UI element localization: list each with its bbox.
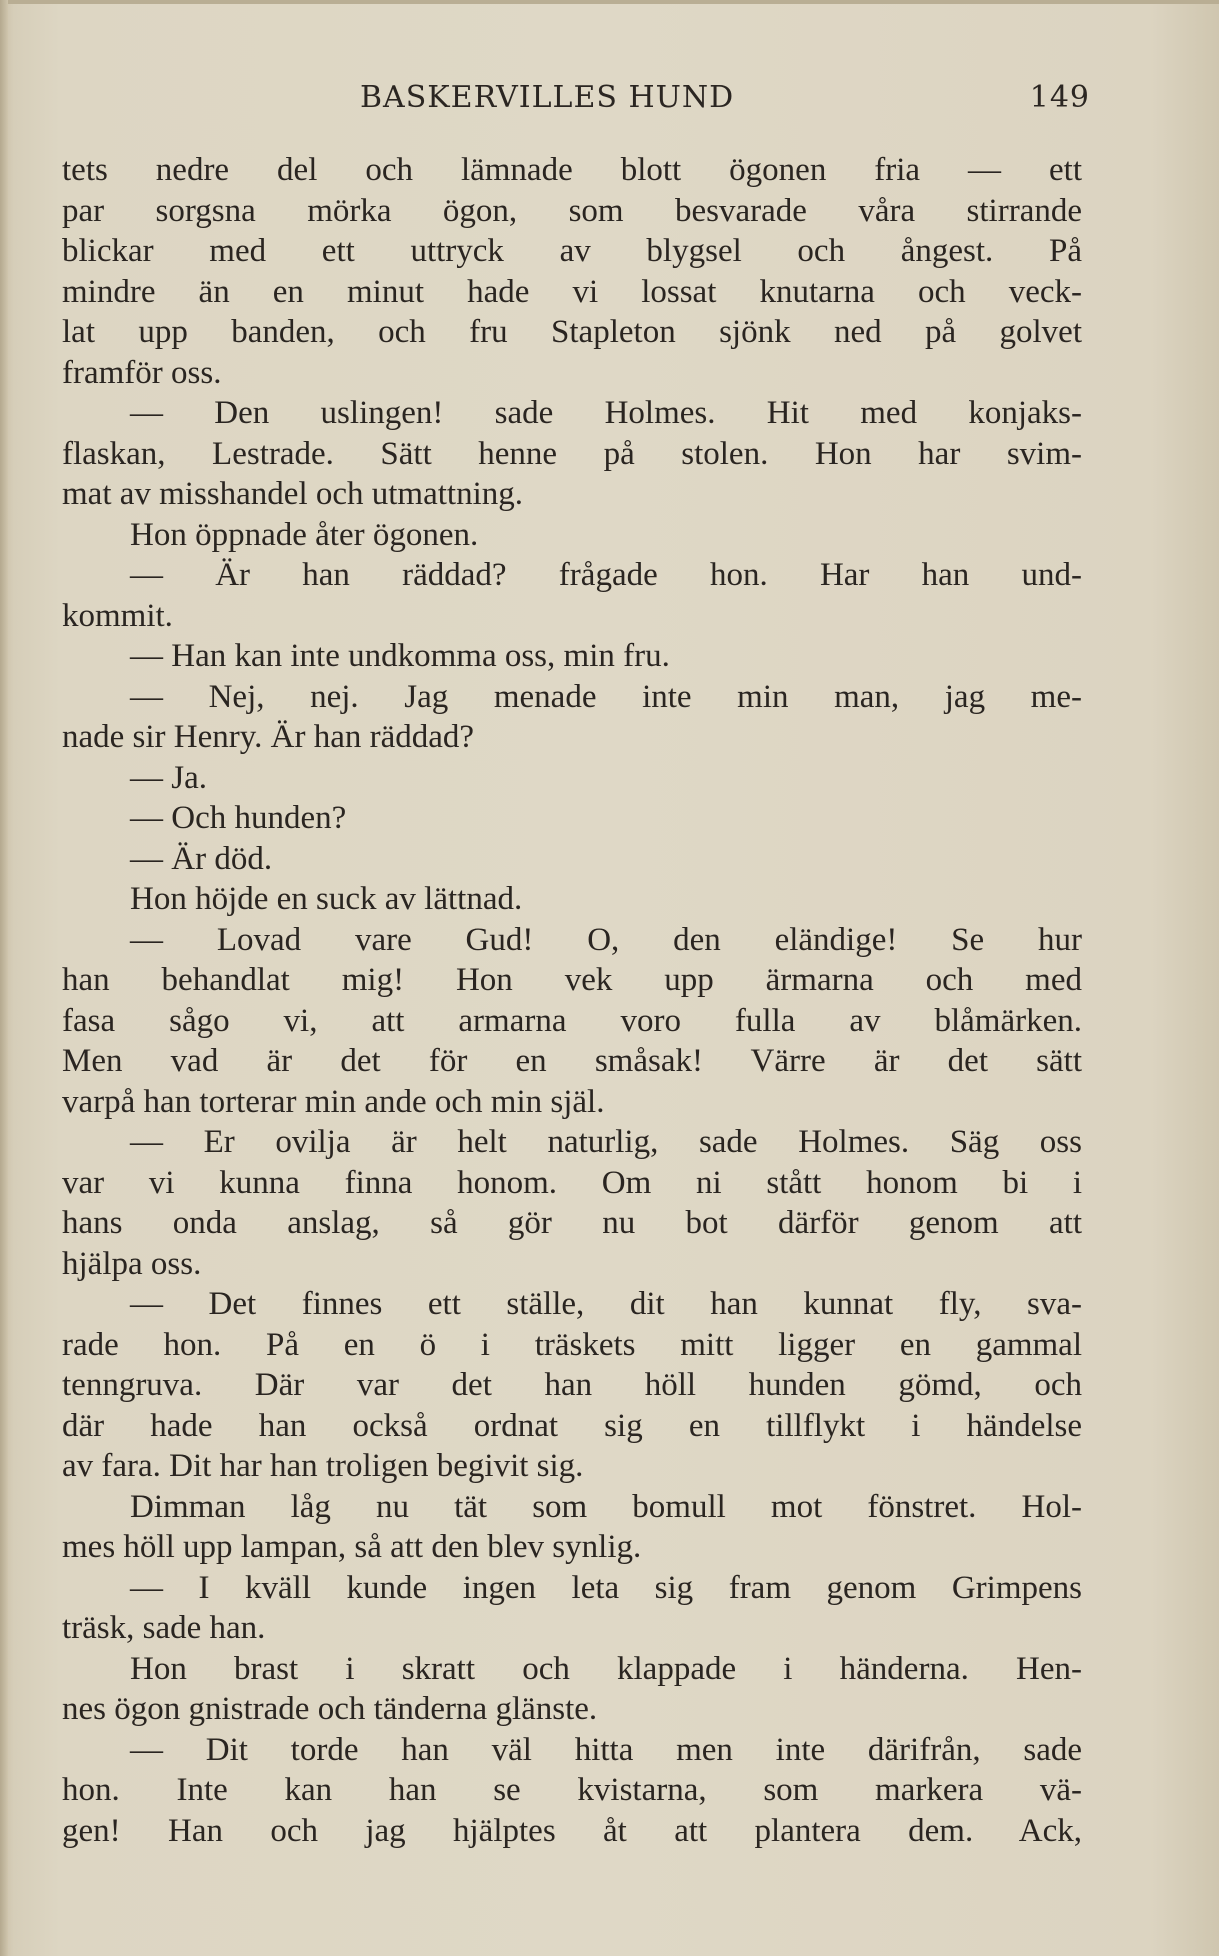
text-line: — Och hunden? [130, 800, 347, 836]
text-line: — Nej, nej. Jag menade inte min man, jag me- [130, 678, 1082, 715]
body-text [62, 150, 1082, 1851]
text-line: lat upp banden, och fru Stapleton sjönk ned på golvet [62, 314, 1082, 350]
text-line: — Han kan inte undkomma oss, min fru. [130, 638, 670, 674]
book-title: BASKERVILLES HUND [360, 80, 735, 115]
text-line: — Lovad vare Gud! O, den eländige! Se hur [130, 921, 1082, 958]
text-line: Dimman låg nu tät som bomull mot fönstret. Hol- [130, 1488, 1082, 1525]
text-line: av fara. Dit har han troligen begivit sig. [62, 1448, 584, 1484]
text-line: mes höll upp lampan, så att den blev synlig. [62, 1529, 642, 1565]
text-line: — Är död. [130, 840, 273, 877]
text-line: tenngruva. Där var det han höll hunden gömd, och [62, 1367, 1082, 1403]
text-line: — Ja. [130, 759, 207, 796]
text-line: hon. Inte kan han se kvistarna, som markera vä- [62, 1772, 1082, 1808]
text-line: — Är han räddad? frågade hon. Har han und- [130, 557, 1082, 593]
text-line: varpå han torterar min ande och min själ. [62, 1083, 605, 1120]
text-line: — Den uslingen! sade Holmes. Hit med konjaks- [130, 395, 1082, 431]
running-head [60, 80, 1090, 124]
text-line: gen! Han och jag hjälptes åt att plantera dem. Ack, [62, 1812, 1082, 1849]
text-line: hjälpa oss. [62, 1245, 202, 1282]
page-top-edge [0, 0, 1219, 4]
text-line: mindre än en minut hade vi lossat knutarna och veck- [62, 273, 1082, 310]
text-line: där hade han också ordnat sig en tillflykt i händelse [62, 1407, 1082, 1444]
text-line: nes ögon gnistrade och tänderna glänste. [62, 1691, 598, 1727]
page-number: 149 [1029, 80, 1090, 115]
text-line: par sorgsna mörka ögon, som besvarade våra stirrande [62, 192, 1082, 229]
text-line: Men vad är det för en småsak! Värre är det sätt [62, 1043, 1082, 1079]
text-line: blickar med ett uttryck av blygsel och ångest. På [62, 233, 1082, 269]
text-line: Hon öppnade åter ögonen. [130, 516, 479, 553]
text-line: flaskan, Lestrade. Sätt henne på stolen. Hon har svim- [62, 435, 1082, 472]
page-binding-edge [0, 0, 8, 1956]
text-line: han behandlat mig! Hon vek upp ärmarna och med [62, 962, 1082, 998]
text-line: framför oss. [62, 354, 222, 391]
text-line: hans onda anslag, så gör nu bot därför genom att [62, 1205, 1082, 1241]
text-line: — Det finnes ett ställe, dit han kunnat fly, sva- [130, 1286, 1082, 1322]
text-line: mat av misshandel och utmattning. [62, 476, 524, 512]
text-line: nade sir Henry. Är han räddad? [62, 719, 475, 755]
text-line: — Er ovilja är helt naturlig, sade Holmes. Säg oss [130, 1124, 1082, 1160]
text-line: — I kväll kunde ingen leta sig fram genom Grimpens [130, 1569, 1082, 1606]
text-line: rade hon. På en ö i träskets mitt ligger en gammal [62, 1326, 1082, 1363]
text-line: tets nedre del och lämnade blott ögonen fria — ett [62, 152, 1082, 188]
text-line: — Dit torde han väl hitta men inte därifrån, sade [130, 1731, 1082, 1768]
text-line: träsk, sade han. [62, 1610, 266, 1646]
text-line: Hon höjde en suck av lättnad. [130, 881, 523, 917]
text-line: Hon brast i skratt och klappade i händerna. Hen- [130, 1650, 1082, 1687]
text-line: kommit. [62, 597, 173, 634]
text-line: var vi kunna finna honom. Om ni stått honom bi i [62, 1164, 1082, 1201]
text-line: fasa sågo vi, att armarna voro fulla av blåmärken. [62, 1002, 1082, 1039]
